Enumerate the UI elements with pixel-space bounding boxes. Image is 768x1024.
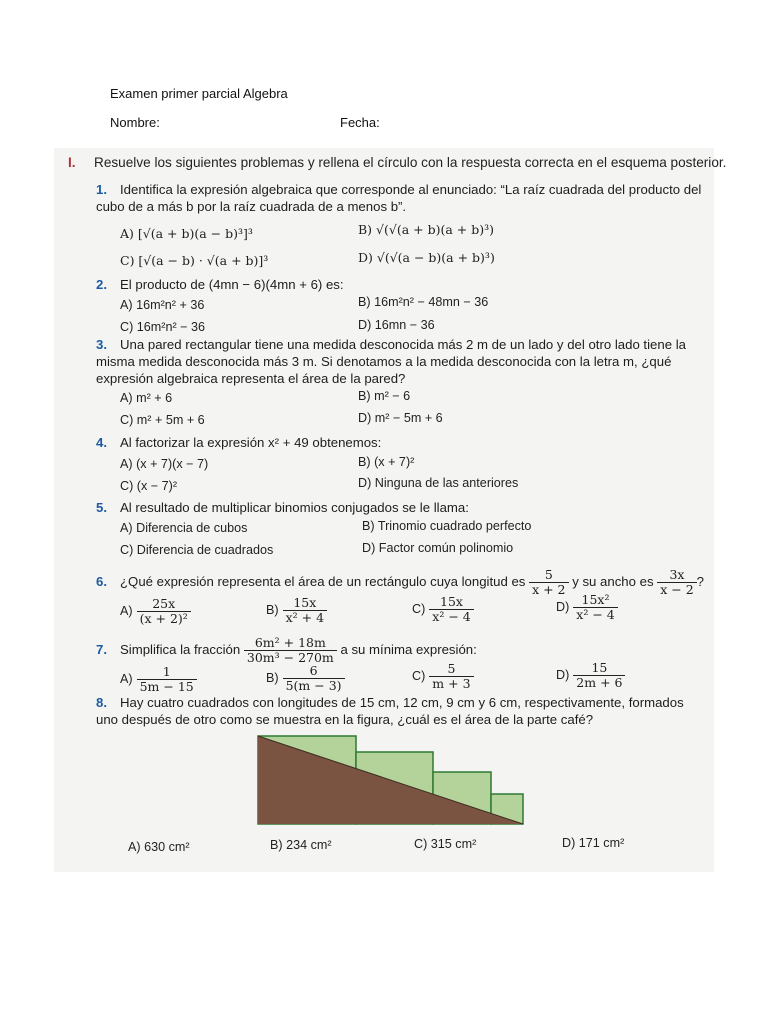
option-a: A) (x + 7)(x − 7) xyxy=(120,457,209,471)
question-2 xyxy=(96,276,704,293)
option-b: B) √(√(a + b)(a + b)³) xyxy=(358,222,494,237)
question-number: 2. xyxy=(96,277,107,292)
option-b: B) $\frac{6}{5(m - 3)}$ xyxy=(266,664,345,693)
option-c: C) m² + 5m + 6 xyxy=(120,413,205,427)
question-text-end: a su mínima expresión: xyxy=(340,641,477,657)
question-number: 5. xyxy=(96,500,107,515)
section-number: I. xyxy=(68,155,76,170)
question-5 xyxy=(96,499,704,516)
option-a: A) Diferencia de cubos xyxy=(120,521,248,535)
option-b: B) $\frac{15x}{\text{x² + 4}}$ xyxy=(266,596,327,625)
question-text: Al factorizar la expresión x² + 49 obtenemos: xyxy=(120,435,382,450)
question-number: 4. xyxy=(96,435,107,450)
option-d: D) √(√(a − b)(a + b)³) xyxy=(358,250,495,265)
question-4 xyxy=(96,434,704,451)
question-8 xyxy=(96,694,704,728)
option-d: D) Ninguna de las anteriores xyxy=(358,476,519,490)
question-number: 3. xyxy=(96,337,107,352)
question-number: 1. xyxy=(96,182,107,197)
question-text: Simplifica la fracción xyxy=(120,641,241,657)
option-b: B) m² − 6 xyxy=(358,389,411,403)
question-number: 6. xyxy=(96,573,107,589)
date-label: Fecha: xyxy=(340,115,380,130)
section-instruction: Resuelve los siguientes problemas y rellena el círculo con la respuesta correcta en el esquema posterior. xyxy=(94,155,727,170)
exam-title: Examen primer parcial Algebra xyxy=(110,86,288,101)
option-d: D) 16mn − 36 xyxy=(358,318,435,332)
question-text: Identifica la expresión algebraica que corresponde al enunciado: “La raíz cuadrada del producto del cubo de a más b por la raíz cuadrada de a menos b”. xyxy=(96,182,702,214)
option-d: D) $\frac{\text{15x²}}{\text{x² − 4}}$ xyxy=(556,593,618,622)
option-c: C) (x − 7)² xyxy=(120,479,178,493)
option-c: C) $\frac{5}{m + 3}$ xyxy=(412,662,474,691)
option-a: A) m² + 6 xyxy=(120,391,173,405)
question-text: El producto de (4mn − 6)(4mn + 6) es: xyxy=(120,277,344,292)
section-heading xyxy=(68,155,726,170)
question-1 xyxy=(96,181,704,215)
width-fraction: $\frac{3x}{x - 2}$ xyxy=(657,568,696,597)
question-text: ¿Qué expresión representa el área de un rectángulo cuya longitud es xyxy=(120,573,526,589)
option-d: D) Factor común polinomio xyxy=(362,541,514,555)
length-fraction: $\frac{5}{x + 2}$ xyxy=(529,568,568,597)
option-d: D) $\frac{15}{2m + 6}$ xyxy=(556,661,625,690)
question-text: Hay cuatro cuadrados con longitudes de 15 cm, 12 cm, 9 cm y 6 cm, respectivamente, formados uno después de otro como se muestra en la figura, ¿cuál es el área de la parte café? xyxy=(96,695,684,727)
question-mark: ? xyxy=(696,573,705,589)
question-text-middle: y su ancho es xyxy=(572,573,654,589)
option-c: C) Diferencia de cuadrados xyxy=(120,543,274,557)
option-c: C) 315 cm² xyxy=(414,837,477,851)
option-a: A) $\frac{25x}{\text{(x + 2)²}}$ xyxy=(120,597,191,626)
squares-figure xyxy=(256,732,528,826)
option-b: B) 16m²n² − 48mn − 36 xyxy=(358,295,489,309)
option-c: C) 16m²n² − 36 xyxy=(120,320,206,334)
question-3 xyxy=(96,336,704,387)
question-text: Al resultado de multiplicar binomios conjugados se le llama: xyxy=(120,500,469,515)
option-c: C) [√(a − b) · √(a + b)]³ xyxy=(120,253,269,268)
question-number: 7. xyxy=(96,641,107,657)
option-a: A) 630 cm² xyxy=(128,840,190,854)
option-d: D) m² − 5m + 6 xyxy=(358,411,443,425)
given-fraction: $\frac{\text{6m² + 18m}}{\text{30m³ − 270m}}$ xyxy=(244,636,337,665)
option-c: C) $\frac{15x}{\text{x² − 4}}$ xyxy=(412,595,474,624)
name-label: Nombre: xyxy=(110,115,160,130)
question-number: 8. xyxy=(96,695,107,710)
option-a: A) [√(a + b)(a − b)³]³ xyxy=(120,226,253,241)
option-b: B) Trinomio cuadrado perfecto xyxy=(362,519,532,533)
question-text: Una pared rectangular tiene una medida desconocida más 2 m de un lado y del otro lado tiene la misma medida desconocida más 3 m. Si denotamos a la medida desconocida con la letra m, ¿qué expresión algebraica representa el área de la pared? xyxy=(96,337,686,386)
option-b: B) (x + 7)² xyxy=(358,455,415,469)
option-a: A) 16m²n² + 36 xyxy=(120,298,205,312)
option-b: B) 234 cm² xyxy=(270,838,332,852)
option-a: A) $\frac{1}{5m - 15}$ xyxy=(120,665,197,694)
option-d: D) 171 cm² xyxy=(562,836,625,850)
